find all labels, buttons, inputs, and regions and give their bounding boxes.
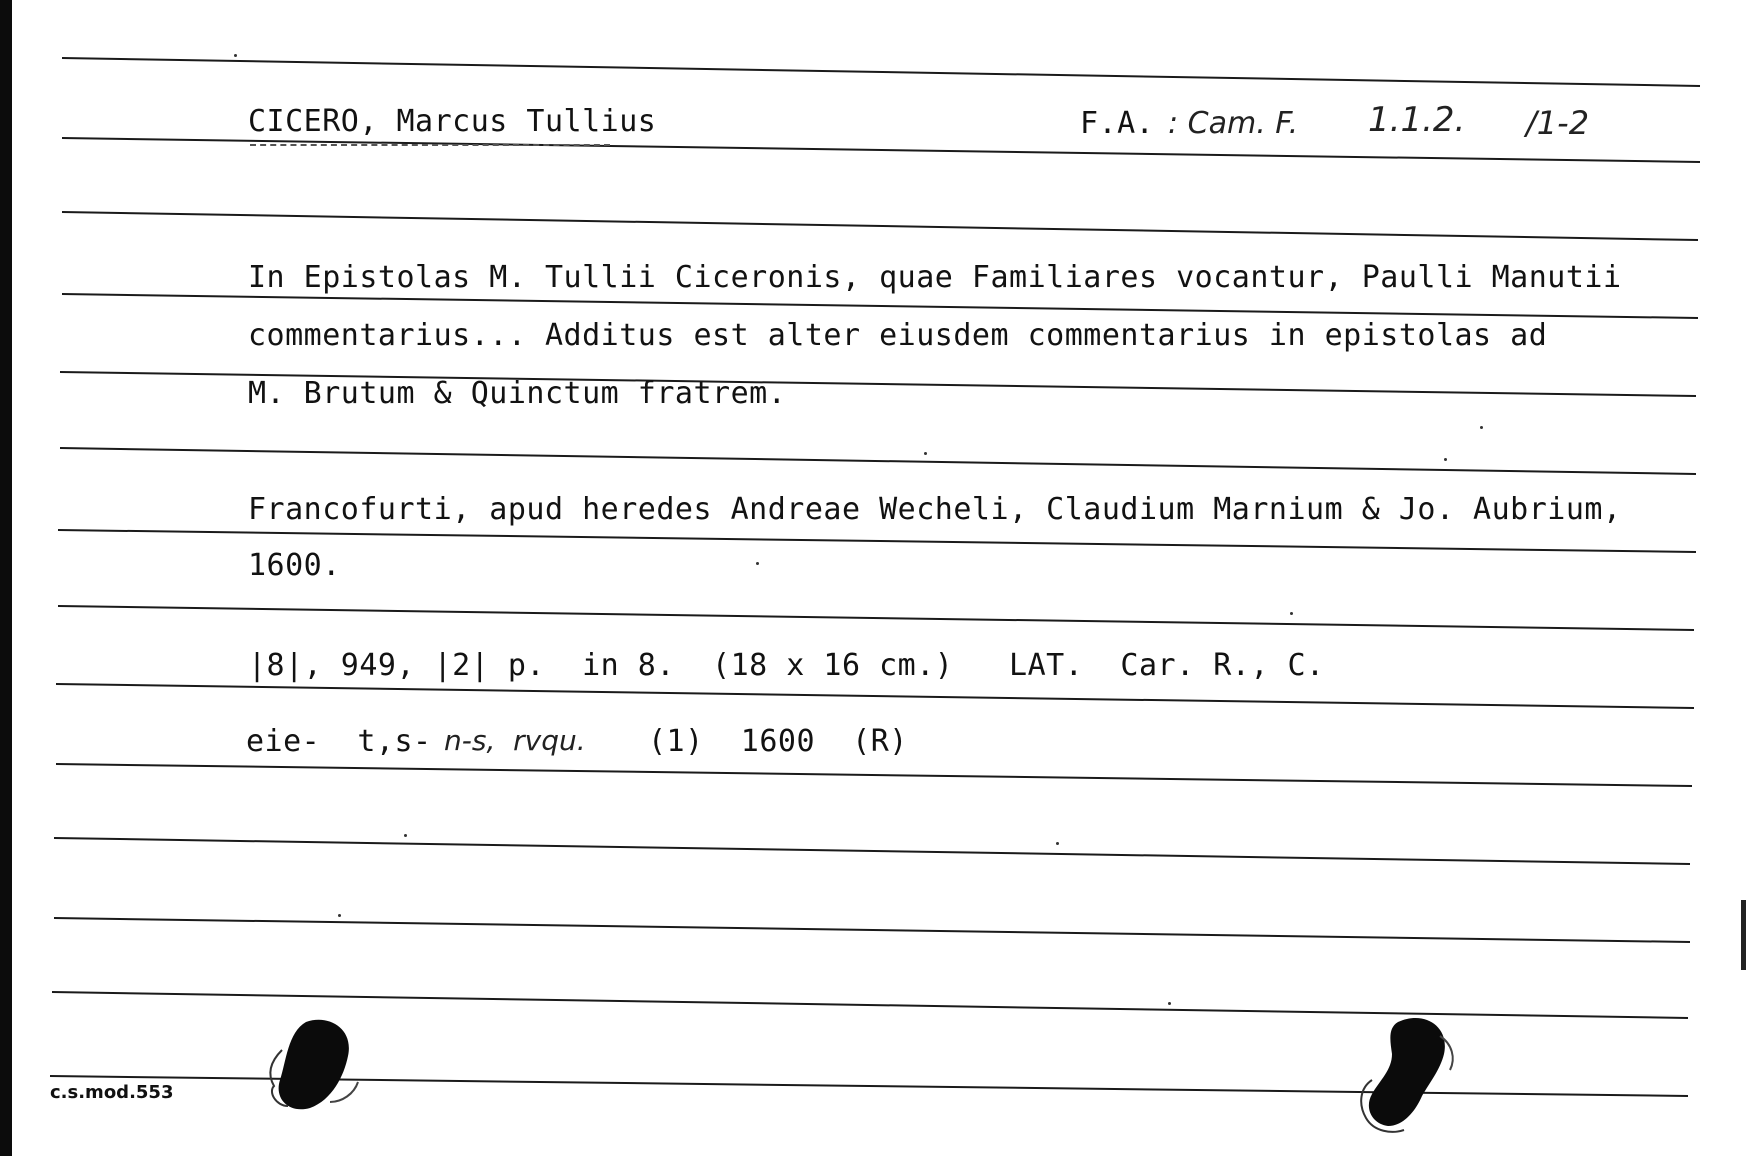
title-line-3: M. Brutum & Quinctum fratrem.: [248, 376, 787, 411]
speck: [1168, 1002, 1171, 1005]
speck: [404, 834, 407, 837]
ruled-line: [56, 684, 1694, 708]
speck: [1290, 612, 1293, 615]
ruled-line: [62, 138, 1700, 162]
speck: [756, 562, 759, 565]
collation-line: |8|, 949, |2| p. in 8. (18 x 16 cm.) LAT. Car. R., C.: [248, 648, 1325, 683]
fingerprint-tail: (1) 1600 (R): [648, 724, 908, 759]
ruled-line: [54, 918, 1690, 942]
fingerprint-handwritten: n-s, rvqu.: [444, 724, 586, 757]
imprint-line-2: 1600.: [248, 548, 341, 583]
ruled-line: [56, 764, 1692, 786]
ruled-line: [62, 58, 1700, 86]
form-code: c.s.mod.553: [50, 1082, 174, 1103]
ruled-line: [60, 448, 1696, 474]
shelfmark-handwritten-number: 1.1.2.: [1368, 100, 1466, 140]
speck: [1056, 842, 1059, 845]
imprint-line-1: Francofurti, apud heredes Andreae Wecheli, Claudium Marnium & Jo. Aubrium,: [248, 492, 1622, 527]
speck: [234, 54, 237, 57]
title-line-2: commentarius... Additus est alter eiusdem commentarius in epistolas ad: [248, 318, 1548, 353]
ruled-line: [54, 838, 1690, 864]
ruled-line: [62, 294, 1698, 318]
binder-hole-right: [1352, 1010, 1472, 1140]
author-heading: CICERO, Marcus Tullius: [248, 104, 657, 139]
title-line-1: In Epistolas M. Tullii Ciceronis, quae Familiares vocantur, Paulli Manutii: [248, 260, 1622, 295]
speck: [1480, 426, 1483, 429]
shelfmark-handwritten-location: : Cam. F.: [1168, 106, 1299, 141]
fingerprint-typed: eie- t,s-: [246, 724, 432, 759]
shelfmark-prefix: F.A.: [1080, 106, 1155, 141]
binder-hole-left: [258, 1010, 368, 1120]
speck: [338, 914, 341, 917]
author-underline: [250, 144, 610, 146]
speck: [924, 452, 927, 455]
shelfmark-handwritten-volume: /1-2: [1526, 104, 1590, 142]
ruled-line: [58, 606, 1694, 630]
ruled-line: [62, 212, 1698, 240]
speck: [1444, 458, 1447, 461]
